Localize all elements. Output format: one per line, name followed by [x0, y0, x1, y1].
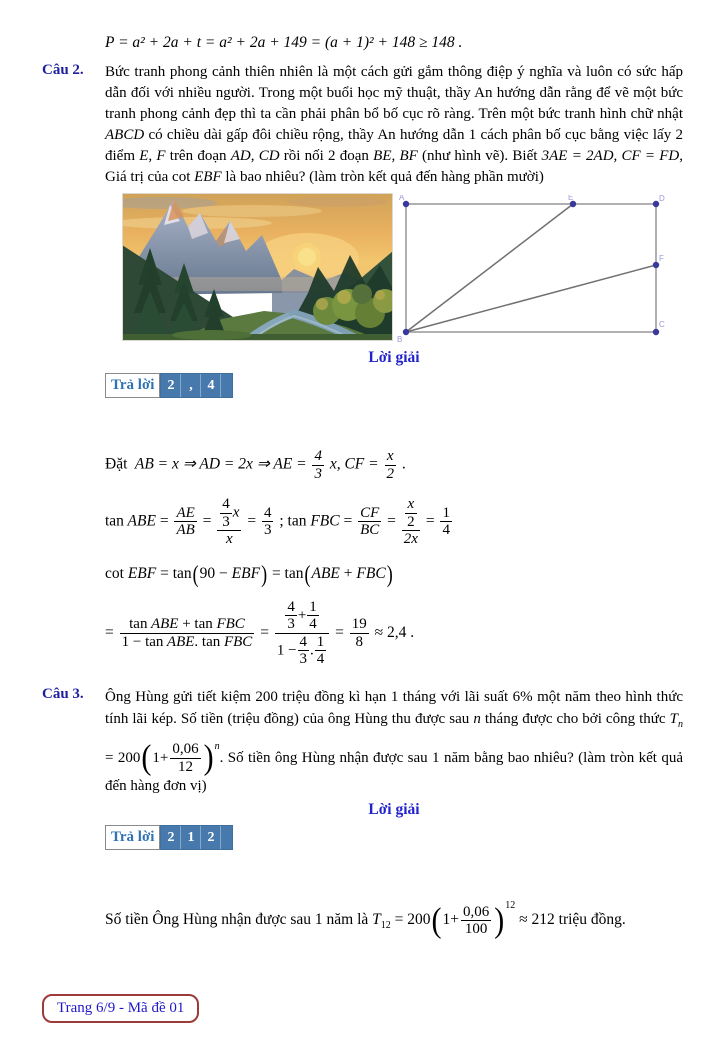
q3-formula-T: T — [669, 710, 678, 727]
math: ≈ 2,4 . — [374, 623, 415, 641]
math: = — [387, 512, 396, 530]
fraction: $\frac{0,06}{100}$ — [463, 903, 490, 937]
q2-seg: trên đoạn — [165, 148, 231, 164]
solution-line-2 — [105, 496, 725, 548]
question-3-text: Ông Hùng gửi tiết kiệm 200 triệu đồng kì hạn 1 tháng với lãi suất 6% một năm theo hình thức tính lãi kép. Số tiền (triệu đồng) của ông Hùng thu được sau n tháng được cho bởi công thức $T_n = 200(1+$ $\frac{0,06}{12}$ )$^n$. Số tiền ông Hùng nhận được sau 1 năm bằng bao nhiêu? (làm tròn kết quả đến hàng đơn vị) — [105, 688, 683, 795]
question-2-text — [105, 62, 683, 188]
answer-label: Trả lời — [105, 373, 160, 398]
point-B — [403, 329, 409, 335]
solution-line-4 — [105, 599, 725, 668]
math: FBC — [356, 564, 386, 582]
q3-formula-exponent: n — [214, 740, 220, 752]
q2-seg: Bức tranh phong cảnh thiên nhiên là một cách gửi gắm thông điệp ý nghĩa và luôn có sức hấp dẫn đối với nhiều người. Trong một buổi học mỹ thuật, thầy An hướng dẫn rằng để vẽ một bức tranh phong cảnh đẹp thì ta cần phải phân bổ bố cục rõ ràng. Trên một bức tranh hình chữ nhật — [105, 64, 683, 122]
q2-math: 3AE = 2AD, CF = FD — [541, 148, 680, 164]
point-C — [653, 329, 659, 335]
math: = — [105, 623, 114, 641]
label-F: F — [659, 254, 664, 263]
math: = — [247, 512, 257, 530]
q3-seg: Ông Hùng gửi tiết kiệm 200 triệu đồng kì hạn 1 tháng với lãi suất — [105, 688, 513, 705]
segment-BE — [406, 204, 573, 332]
solution-line-q3: Số tiền Ông Hùng nhận được sau 1 năm là $T_{12} = 200(1+$ $\frac{0,06}{100}$ )$^{12}$ ≈ 212 triệu đồng. — [105, 900, 626, 939]
math: = — [260, 623, 269, 641]
math: cot — [105, 564, 124, 582]
math: . — [401, 455, 406, 473]
label-D: D — [659, 195, 665, 203]
fraction: $\frac{19}{8}$ — [351, 616, 367, 650]
label-C: C — [659, 320, 665, 329]
text: Số tiền Ông Hùng nhận được sau 1 năm là — [105, 911, 373, 929]
question-2 — [0, 62, 725, 188]
landscape-painting — [122, 193, 393, 341]
question-2-label: Câu 2. — [42, 62, 84, 78]
text: ≈ 212 triệu đồng. — [515, 911, 626, 929]
math-sub: 12 — [380, 920, 391, 932]
word-dat: Đặt — [105, 455, 128, 473]
math: = — [343, 512, 353, 530]
math: = tan — [160, 564, 192, 582]
label-E: E — [568, 195, 574, 202]
q3-math: n — [473, 710, 481, 727]
answer-cell: 4 — [201, 374, 221, 397]
q2-math: E, F — [139, 148, 166, 164]
q3-formula-inner: 1+ — [152, 749, 169, 766]
answer-box-q2 — [105, 373, 233, 398]
figures-row — [122, 193, 725, 345]
math: 90 − — [199, 564, 228, 582]
answer-cell — [221, 826, 232, 849]
answer-cell: 2 — [161, 826, 181, 849]
paren: ) — [261, 559, 268, 587]
answer-box-q3 — [105, 825, 233, 850]
label-A: A — [399, 195, 405, 202]
math: AB = x ⇒ AD = 2x ⇒ AE = — [134, 455, 307, 473]
document-page — [0, 34, 725, 1058]
fraction: $\frac{4}{3}$ — [263, 504, 272, 539]
math: ; tan — [279, 512, 307, 530]
math: = — [202, 512, 212, 530]
q2-seg: rồi nối 2 đoạn — [279, 148, 374, 164]
solution-line-1 — [105, 448, 725, 482]
answer-cell — [221, 374, 232, 397]
fraction-nested: $\frac{\frac{x}{2}}{2x}$ — [403, 496, 418, 547]
answer-cells — [160, 825, 233, 850]
intro-formula: P = a² + 2a + t = a² + 2a + 149 = (a + 1)² + 148 ≥ 148 . — [105, 34, 463, 51]
segment-BF — [406, 265, 656, 332]
fraction-nested: $\frac{4}{3}$ + $\frac{1}{4}$ 1 − $\frac{4}{3}$ . $\frac{1}{4}$ — [275, 599, 329, 668]
fraction: $\frac{0,06}{12}$ — [172, 741, 199, 775]
math-T: T — [372, 911, 381, 929]
q3-formula-sub: n — [678, 718, 683, 730]
q2-math: EBF — [194, 169, 222, 185]
page-footer — [42, 994, 199, 1023]
math: = — [159, 512, 169, 530]
q2-seg: có chiều dài gấp đôi chiều rộng, thầy An hướng dẫn 1 cách phân bố cục bằng việc lấy 2 điểm — [105, 127, 683, 164]
q2-seg: , Giá trị của cot — [105, 148, 684, 185]
q3-seg: tháng được cho bởi công thức — [480, 710, 670, 727]
q2-math: BE, BF — [373, 148, 418, 164]
math: 1+ — [442, 911, 460, 929]
answer-cells — [160, 373, 233, 398]
math-exponent: 12 — [505, 900, 516, 912]
paren: ) — [386, 559, 393, 587]
solution-line-3 — [105, 559, 725, 587]
fraction: $\frac{AE}{AB}$ — [176, 504, 195, 539]
solution-heading-q3: Lời giải — [368, 801, 420, 819]
fraction: $\frac{CF}{BC}$ — [360, 504, 380, 539]
answer-cell: 1 — [181, 826, 201, 849]
math: x, CF = — [329, 455, 379, 473]
math: ABE — [127, 512, 156, 530]
q3-math: 6% — [512, 688, 533, 705]
question-3 — [0, 686, 725, 798]
paren: ( — [304, 559, 311, 587]
math: + — [343, 564, 353, 582]
answer-label: Trả lời — [105, 825, 160, 850]
q3-formula-eq: = 200 — [105, 749, 141, 766]
question-3-label: Câu 3. — [42, 685, 84, 702]
fraction: $\frac{x}{2}$ — [386, 448, 394, 482]
q3-seg: một năm theo hình thức tính lãi kép. Số tiền (triệu đồng) của ông Hùng thu được sau — [105, 688, 683, 727]
q2-seg: (như hình vẽ). Biết — [417, 148, 542, 164]
solution-heading-q2: Lời giải — [368, 349, 420, 366]
math: FBC — [310, 512, 340, 530]
geometry-diagram — [397, 195, 667, 345]
answer-cell: , — [181, 374, 201, 397]
math: = tan — [271, 564, 304, 582]
math: = 200 — [394, 911, 431, 929]
footer-text: Trang 6/9 - Mã đề 01 — [57, 1000, 185, 1016]
q3-tail: . Số tiền ông Hùng nhận được sau 1 năm bằng bao nhiêu? (làm tròn kết quả đến hàng đơn vị) — [105, 749, 683, 795]
answer-cell: 2 — [161, 374, 181, 397]
label-B: B — [397, 335, 403, 344]
fraction-nested: $\frac{4}{3}$ x x — [217, 496, 241, 548]
math: EBF — [231, 564, 261, 582]
rectangle-ABCD — [406, 204, 656, 332]
q2-seg: là bao nhiêu? (làm tròn kết quả đến hàng phần mười) — [221, 169, 544, 185]
math: = — [335, 623, 344, 641]
fraction: $\frac{4}{3}$ — [314, 448, 322, 482]
math: ABE — [311, 564, 340, 582]
answer-cell: 2 — [201, 826, 221, 849]
q2-math: ABCD — [105, 127, 145, 143]
q2-math: AD, CD — [230, 148, 280, 164]
math: = — [425, 512, 435, 530]
math: tan — [105, 512, 124, 530]
fraction: $\frac{\text{tan ABE + tan FBC}}{\text{1 − tan ABE. tan FBC}}$ — [121, 616, 253, 650]
fraction: $\frac{1}{4}$ — [442, 504, 450, 539]
paren: ( — [192, 559, 199, 587]
math: EBF — [127, 564, 157, 582]
